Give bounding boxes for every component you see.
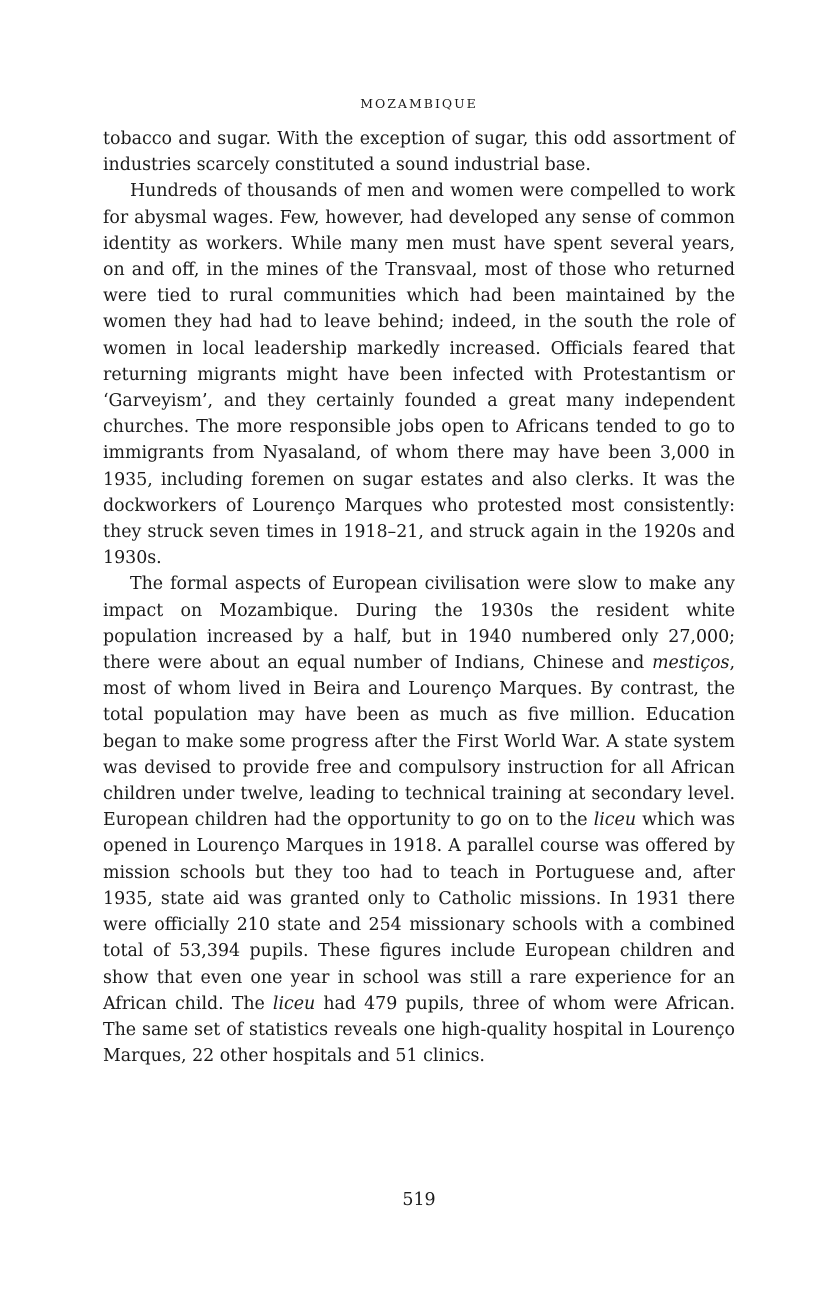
italic-term-liceu: liceu bbox=[272, 993, 316, 1014]
body-text bbox=[103, 126, 735, 1069]
text-segment: which was opened in Lourenço Marques in 1918. A parallel course was offered by mission schools but they too had to teach in Portuguese and, after 1935, state aid was granted only to Catholic missions. In 1931 there were officially 210 state and 254 missionary schools with a combined total of 53,394 pupils. These figures include European children and show that even one year in school was still a rare experience for an African child. The bbox=[103, 810, 735, 1014]
paragraph-1: tobacco and sugar. With the exception of sugar, this odd assortment of industries scarcely constituted a sound industrial base. bbox=[103, 129, 735, 176]
text-segment: had 479 pupils, three of whom were African. The same set of statistics reveals one high-quality hospital in Lourenço Marques, 22 other hospitals and 51 clinics. bbox=[103, 993, 735, 1067]
paragraph-2: Hundreds of thousands of men and women were compelled to work for abysmal wages. Few, however, had developed any sense of common identity as workers. While many men must have spent several years, on and off, in the mines of the Transvaal, most of those who returned were tied to rural communities which had been maintained by the women they had had to leave behind; indeed, in the south the role of women in local leadership markedly increased. Officials feared that returning migrants might have been infected with Protestantism or ‘Garveyism’, and they certainly founded a great many independent churches. The more responsible jobs open to Africans tended to go to immigrants from Nyasaland, of whom there may have been 3,000 in 1935, including foremen on sugar estates and also clerks. It was the dockworkers of Lourenço Marques who protested most consistently: they struck seven times in 1918–21, and struck again in the 1920s and 1930s. bbox=[103, 181, 735, 569]
text-segment: , most of whom lived in Beira and Lourenço Marques. By contrast, the total population may have been as much as five million. Education began to make some progress after the First World War. A state system was devised to provide free and compulsory instruction for all African children under twelve, leading to technical training at secondary level. European children had the opportunity to go on to the bbox=[103, 653, 735, 831]
book-page bbox=[103, 0, 735, 1300]
text-segment: The formal aspects of European civilisation were slow to make any impact on Mozambique. During the 1930s the resident white population increased by a half, but in 1940 numbered only 27,000; there were about an equal number of Indians, Chinese and bbox=[103, 574, 735, 674]
italic-term-liceu: liceu bbox=[593, 810, 637, 831]
running-head: MOZAMBIQUE bbox=[360, 96, 478, 111]
italic-term-mesticos: mestiços bbox=[652, 653, 730, 674]
page-number: 519 bbox=[402, 1190, 436, 1210]
paragraph-3 bbox=[103, 571, 735, 1069]
